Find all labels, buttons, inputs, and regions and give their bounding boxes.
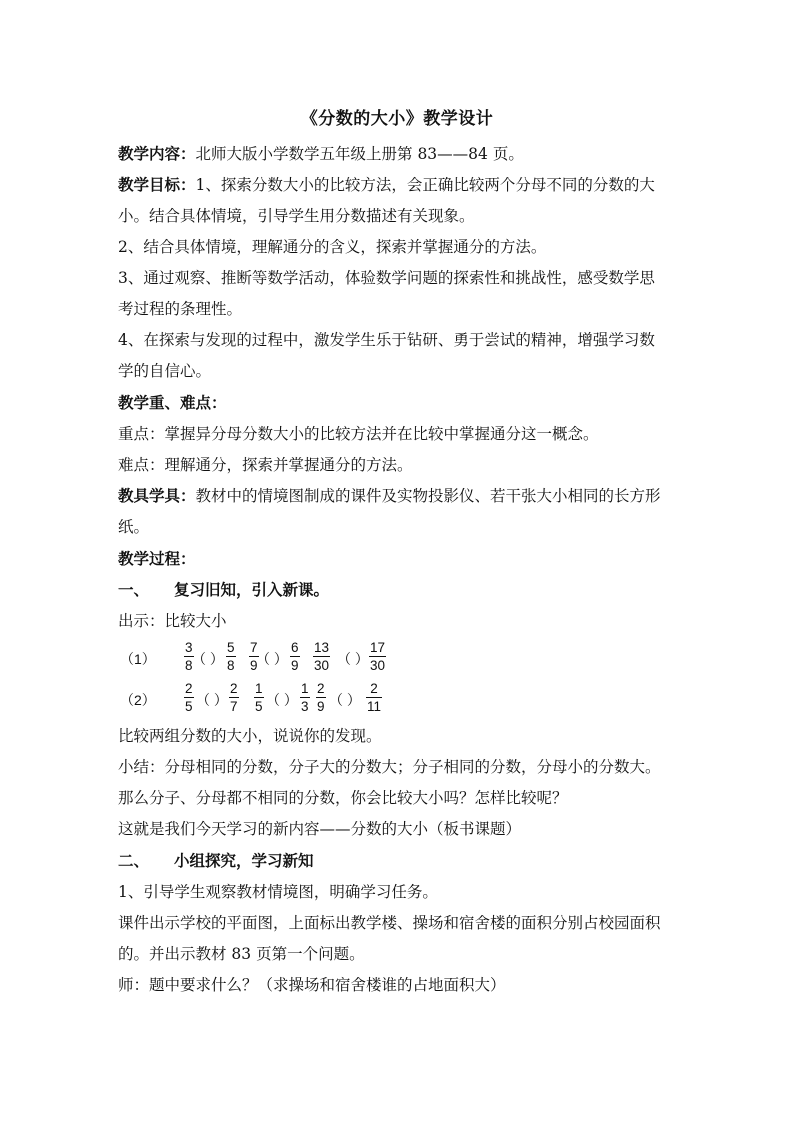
objective-3-line-b: 考过程的条理性。 [118, 300, 243, 318]
objective-3-line-a: 3、通过观察、推断等数学活动，体验数学问题的探索性和挑战性，感受数学思 [118, 269, 655, 287]
fraction [254, 681, 264, 714]
courseware-line-b: 的。并出示教材 83 页第一个问题。 [118, 945, 365, 963]
fraction [226, 640, 236, 673]
topic-intro-line: 这就是我们今天学习的新内容——分数的大小（板书课题） [118, 820, 522, 838]
summary-line-a: 小结：分母相同的分数，分子大的分数大；分子相同的分数，分母小的分数大。 [118, 758, 661, 776]
courseware-line-a: 课件出示学校的平面图，上面标出教学楼、操场和宿舍楼的面积分别占校园面积 [118, 914, 661, 932]
objective-1-line-a [118, 174, 688, 196]
denominator: 9 [250, 658, 258, 673]
teacher-question-line: 师：题中要求什么？（求操场和宿舍楼谁的占地面积大） [118, 976, 506, 994]
denominator: 9 [317, 699, 325, 714]
denominator: 3 [301, 699, 309, 714]
compare-prompt: 比较两组分数的大小，说说你的发现。 [118, 727, 382, 745]
objective-4-line-b: 学的自信心。 [118, 362, 212, 380]
section-2-title: 小组探究，学习新知 [174, 851, 314, 870]
section-2-number: 二、 [118, 851, 150, 870]
denominator: 8 [185, 658, 193, 673]
compare-parentheses: （ ） [337, 651, 369, 667]
denominator: 30 [370, 658, 386, 673]
denominator: 30 [314, 658, 330, 673]
numerator: 5 [227, 640, 235, 655]
numerator: 1 [255, 681, 263, 696]
denominator: 7 [230, 699, 238, 714]
fraction [290, 640, 300, 673]
fraction [184, 681, 194, 714]
teaching-content-text: 北师大版小学数学五年级上册第 83——84 页。 [195, 145, 524, 163]
numerator: 2 [185, 681, 193, 696]
objective-1-text-a: 1、探索分数大小的比较方法，会正确比较两个分母不同的分数的大 [195, 176, 655, 194]
compare-parentheses: （ ） [192, 651, 224, 667]
section-1-heading [118, 579, 688, 601]
objective-1-line-b: 小。结合具体情境，引导学生用分数描述有关现象。 [118, 207, 475, 225]
materials-label: 教具学具： [118, 486, 196, 505]
row-1-label: （1） [120, 651, 156, 667]
numerator: 2 [317, 681, 325, 696]
row-2-label: （2） [120, 692, 156, 708]
numerator: 6 [291, 640, 299, 655]
denominator: 5 [255, 699, 263, 714]
denominator: 8 [227, 658, 235, 673]
summary-line-b: 那么分子、分母都不相同的分数，你会比较大小吗？怎样比较呢？ [118, 789, 568, 807]
objectives-label: 教学目标： [118, 175, 196, 194]
process-heading: 教学过程： [118, 549, 196, 568]
denominator: 9 [291, 658, 299, 673]
section-1-number: 一、 [118, 580, 150, 599]
fraction [316, 681, 326, 714]
section-1-title: 复习旧知，引入新课。 [174, 580, 330, 599]
fraction [369, 640, 386, 673]
numerator: 1 [301, 681, 309, 696]
numerator: 13 [314, 640, 330, 655]
numerator: 2 [370, 681, 378, 696]
objective-4-line-a: 4、在探索与发现的过程中，激发学生乐于钻研、勇于尝试的精神，增强学习数 [118, 331, 655, 349]
fraction [313, 640, 330, 673]
compare-parentheses: （ ） [329, 692, 361, 708]
section-2-step-1: 1、引导学生观察教材情境图，明确学习任务。 [118, 883, 438, 901]
key-points-heading: 教学重、难点： [118, 393, 227, 412]
numerator: 2 [230, 681, 238, 696]
teaching-content-line [118, 143, 688, 165]
fraction [366, 681, 382, 714]
denominator: 5 [185, 699, 193, 714]
compare-parentheses: （ ） [266, 692, 298, 708]
fraction [300, 681, 310, 714]
denominator: 11 [367, 699, 382, 714]
show-compare-line: 出示：比较大小 [118, 612, 227, 630]
materials-text-a: 教材中的情境图制成的课件及实物投影仪、若干张大小相同的长方形 [195, 487, 661, 505]
numerator: 7 [250, 640, 258, 655]
teaching-content-label: 教学内容： [118, 144, 196, 163]
materials-line-b: 纸。 [118, 518, 150, 536]
objective-2-line: 2、结合具体情境，理解通分的含义，探索并掌握通分的方法。 [118, 238, 547, 256]
section-2-heading [118, 850, 688, 872]
numerator: 17 [370, 640, 386, 655]
fraction [229, 681, 239, 714]
key-point-focus: 重点：掌握异分母分数大小的比较方法并在比较中掌握通分这一概念。 [118, 425, 599, 443]
key-point-difficulty: 难点：理解通分，探索并掌握通分的方法。 [118, 456, 413, 474]
compare-parentheses: （ ） [196, 692, 228, 708]
materials-line-a [118, 485, 688, 507]
document-title: 《分数的大小》教学设计 [300, 109, 494, 129]
compare-parentheses: （ ） [256, 651, 288, 667]
numerator: 3 [185, 640, 193, 655]
